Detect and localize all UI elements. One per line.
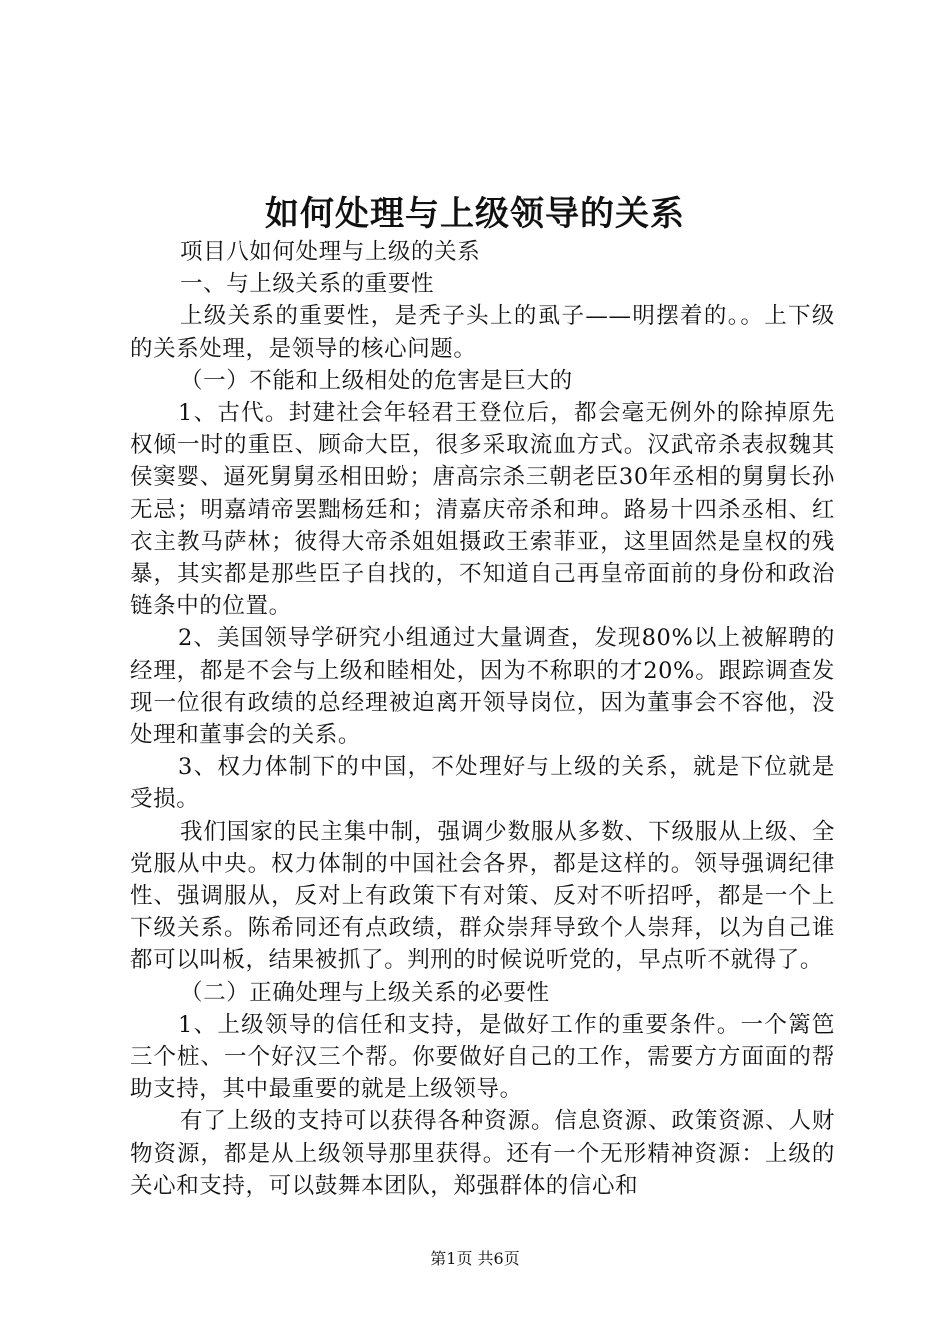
document-body: [130, 236, 835, 1202]
section-heading: 一、与上级关系的重要性: [180, 271, 435, 298]
document-title: 如何处理与上级领导的关系: [265, 194, 685, 234]
paragraph: 1、上级领导的信任和支持，是做好工作的重要条件。一个篱笆三个桩、一个好汉三个帮。你要做好自己的工作，需要方方面面的帮助支持，其中最重要的就是上级领导。: [130, 1011, 835, 1103]
paragraph: 上级关系的重要性，是秃子头上的虱子——明摆着的。。上下级的关系处理，是领导的核心问题。: [130, 303, 835, 362]
paragraph: 1、古代。封建社会年轻君王登位后，都会毫无例外的除掉原先权倾一时的重臣、顾命大臣，很多采取流血方式。汉武帝杀表叔魏其侯窦婴、逼死舅舅丞相田蚡；唐高宗杀三朝老臣30年丞相的舅舅长孙无忌；明嘉靖帝罢黜杨廷和；清嘉庆帝杀和珅。路易十四杀丞相、红衣主教马萨林；彼得大帝杀姐姐摄政王索菲亚，这里固然是皇权的残暴，其实都是那些臣子自找的，不知道自己再皇帝面前的身份和政治链条中的位置。: [130, 400, 835, 620]
paragraph: 3、权力体制下的中国，不处理好与上级的关系，就是下位就是受损。: [130, 754, 835, 813]
paragraph: 有了上级的支持可以获得各种资源。信息资源、政策资源、人财物资源，都是从上级领导那里获得。还有一个无形精神资源：上级的关心和支持，可以鼓舞本团队，郑强群体的信心和: [130, 1108, 835, 1199]
subsection-heading: （一）不能和上级相处的危害是巨大的: [180, 367, 573, 394]
paragraph: 项目八如何处理与上级的关系: [180, 239, 481, 265]
page-number-footer: 第1页 共6页: [430, 1249, 520, 1268]
paragraph: 我们国家的民主集中制，强调少数服从多数、下级服从上级、全党服从中央。权力体制的中国社会各界，都是这样的。领导强调纪律性、强调服从，反对上有政策下有对策、反对不听招呼，都是一个上下级关系。陈希同还有点政绩，群众崇拜导致个人崇拜，以为自己谁都可以叫板，结果被抓了。判刑的时候说听党的，早点听不就得了。: [130, 818, 835, 974]
subsection-heading: （二）正确处理与上级关系的必要性: [180, 979, 550, 1006]
paragraph: 2、美国领导学研究小组通过大量调查，发现80%以上被解聘的经理，都是不会与上级和睦相处，因为不称职的才20%。跟踪调查发现一位很有政绩的总经理被迫离开领导岗位，因为董事会不容他，没处理和董事会的关系。: [130, 625, 835, 749]
